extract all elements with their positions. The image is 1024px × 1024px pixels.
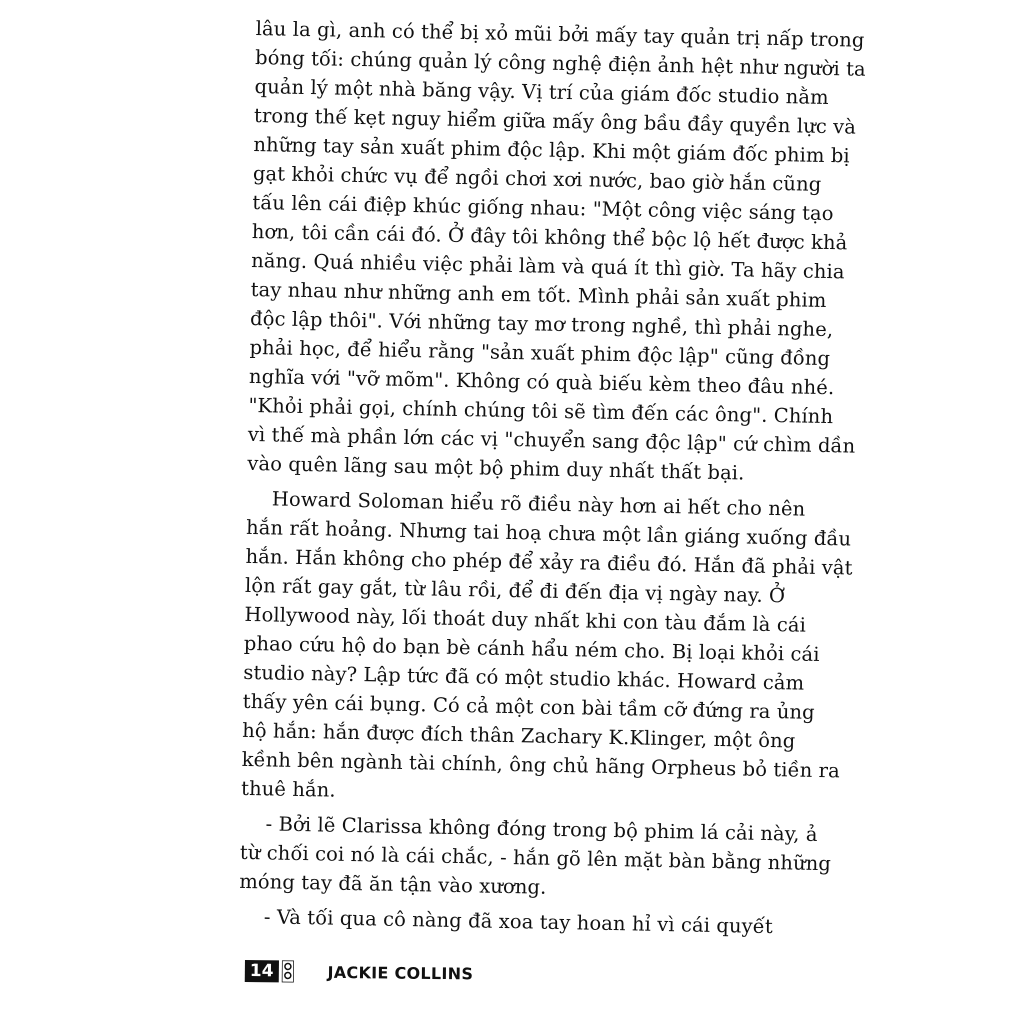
text-line: phao cứu hộ do bạn bè cánh hẩu ném cho. Bị loại khỏi cái [243,631,820,666]
text-line: tấu lên cái điệp khúc giống nhau: "Một công việc sáng tạo [252,190,834,226]
paragraph-4 [238,902,798,942]
paragraph-2 [240,484,853,814]
paragraph-3 [239,809,832,907]
text-line: gạt khỏi chức vụ để ngồi chơi xơi nước, bao giờ hắn cũng [252,161,822,196]
text-line: quản lý một nhà băng vậy. Vị trí của giám đốc studio nằm [254,74,829,110]
text-line: studio này? Lập tức đã có một studio khác. Howard cảm [243,660,805,695]
publisher-emblem-icon [281,960,293,982]
text-line: phải học, để hiểu rằng "sản xuất phim độc lập" cũng đồng [249,335,831,371]
text-line: những tay sản xuất phim độc lập. Khi một giám đốc phim bị [253,132,850,168]
text-line: lộn rất gay gắt, từ lâu rồi, để đi đến địa vị ngày nay. Ở [244,573,786,608]
body-text [238,14,867,942]
page-number: 14 [245,960,279,982]
text-line: vì thế mà phần lớn các vị "chuyển sang độc lập" cứ chìm dần [247,422,856,458]
text-line: hơn, tôi cần cái đó. Ở đây tôi không thể bộc lộ hết được khả [251,219,848,255]
page-footer [245,958,474,986]
text-line: độc lập thôi". Với những tay mơ trong nghề, thì phải nghe, [249,306,834,342]
text-line: nghĩa với "vỡ mõm". Không có quà biếu kèm theo đâu nhé. [248,364,835,400]
text-line: - Bởi lẽ Clarissa không đóng trong bộ phim lá cải này, ả [240,811,818,846]
text-line: thấy yên cái bụng. Có cả một con bài tầm cỡ đứng ra ủng [242,689,815,724]
text-line: tay nhau như những anh em tốt. Mình phải sản xuất phim [250,277,827,313]
text-line: kềnh bên ngành tài chính, ông chủ hãng Orpheus bỏ tiền ra [241,747,841,783]
text-line: năng. Quá nhiều việc phải làm và quá ít thì giờ. Ta hãy chia [251,248,845,284]
text-line: thuê hắn. [240,776,336,802]
paragraph-1 [247,14,867,489]
text-line: hắn. Hắn không cho phép để xảy ra điều đó. Hắn đã phải vật [245,544,853,580]
text-line: lâu la gì, anh có thể bị xỏ mũi bởi mấy tay quản trị nấp trong [255,16,865,52]
text-line: "Khỏi phải gọi, chính chúng tôi sẽ tìm đến các ông". Chính [248,393,834,429]
text-line: bóng tối: chúng quản lý công nghệ điện ảnh hệt như người ta [254,45,867,81]
text-line: - Và tối qua cô nàng đã xoa tay hoan hỉ vì cái quyết [238,904,773,939]
text-line: từ chối coi nó là cái chắc, - hắn gõ lên mặt bàn bằng những [239,840,832,876]
text-line: Howard Soloman hiểu rõ điều này hơn ai hết cho nên [246,486,806,521]
text-line: hộ hắn: hắn được đích thân Zachary K.Klinger, một ông [242,718,796,753]
text-line: móng tay đã ăn tận vào xương. [239,869,547,899]
text-line: hắn rất hoảng. Nhưng tai hoạ chưa một lần giáng xuống đầu [245,515,852,551]
running-footer-author: JACKIE COLLINS [327,962,474,983]
text-line: vào quên lãng sau một bộ phim duy nhất thất bại. [247,451,745,485]
text-line: Hollywood này, lối thoát duy nhất khi con tàu đắm là cái [244,602,807,637]
text-line: trong thế kẹt nguy hiểm giữa mấy ông bầu đầy quyền lực và [253,103,857,139]
